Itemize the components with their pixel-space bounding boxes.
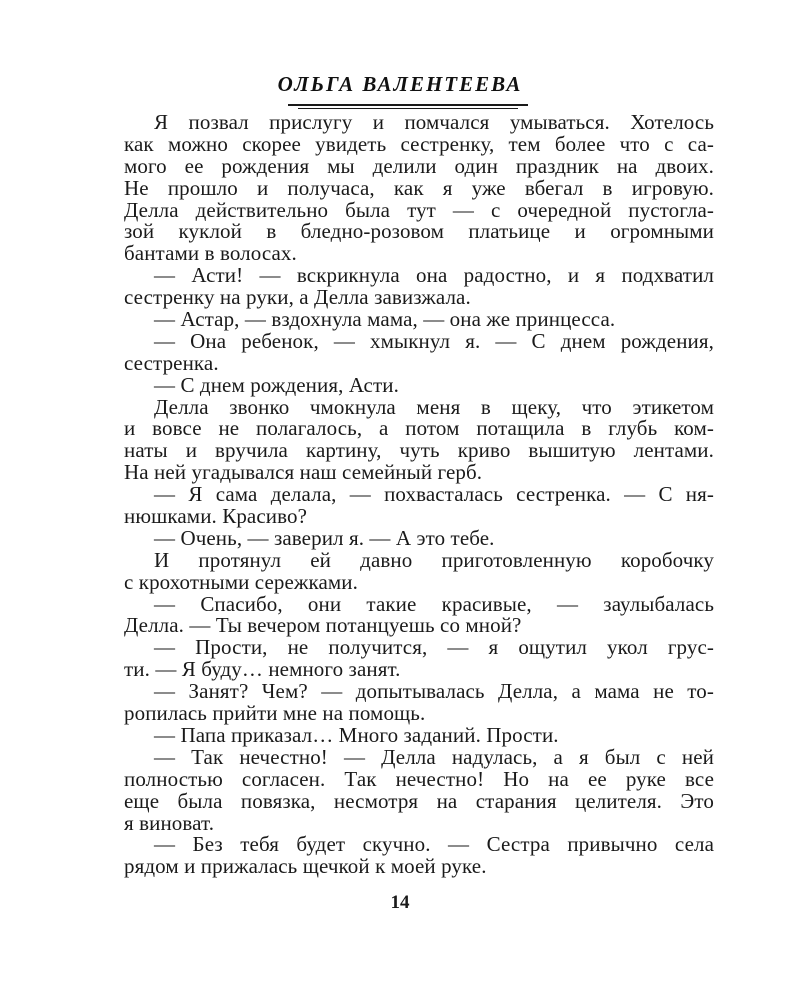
text-line: И протянул ей давно приготовленную коробочку xyxy=(154,547,714,572)
text-line: Делла. — Ты вечером потанцуешь со мной? xyxy=(124,613,522,638)
text-line: Я позвал прислугу и помчался умываться. Хотелось xyxy=(154,110,714,134)
author-name: ОЛЬГА ВАЛЕНТЕЕВА xyxy=(277,72,523,96)
page-number: 14 xyxy=(390,892,410,913)
text-line: — Я сама делала, — похвасталась сестренка. — С ня- xyxy=(154,482,714,507)
text-line: и вовсе не полагалось, а потом потащила в глубь ком- xyxy=(124,416,714,441)
text-line: — Асти! — вскрикнула она радостно, и я подхватил xyxy=(154,263,714,288)
text-line: еще была повязка, несмотря на старания целителя. Это xyxy=(124,788,714,813)
text-line: Делла звонко чмокнула меня в щеку, что этикетом xyxy=(154,394,714,419)
text-line: — Астар, — вздохнула мама, — она же принцесса. xyxy=(154,307,616,332)
text-line: Делла действительно была тут — с очередной пустогла- xyxy=(124,197,714,222)
text-line: рядом и прижалась щечкой к моей руке. xyxy=(124,854,487,879)
text-line: я виноват. xyxy=(124,810,215,835)
text-line: бантами в волосах. xyxy=(124,241,297,266)
text-line: сестренка. xyxy=(124,350,219,375)
text-line: с крохотными сережками. xyxy=(124,569,358,594)
text-line: наты и вручила картину, чуть криво вышитую лентами. xyxy=(124,438,714,463)
text-line: нюшками. Красиво? xyxy=(124,504,308,529)
running-header xyxy=(0,72,800,103)
text-line: зой куклой в бледно-розовом платьице и огромными xyxy=(124,219,714,244)
text-line: — С днем рождения, Асти. xyxy=(154,372,399,397)
text-line: ропилась прийти мне на помощь. xyxy=(124,701,426,726)
text-line: — Прости, не получится, — я ощутил укол грус- xyxy=(154,635,714,660)
text-line: — Очень, — заверил я. — А это тебе. xyxy=(154,525,495,550)
text-line: сестренку на руки, а Делла завизжала. xyxy=(124,285,471,310)
text-line: — Так нечестно! — Делла надулась, а я был с ней xyxy=(154,744,714,769)
text-line: Не прошло и получаса, как я уже вбегал в игровую. xyxy=(124,175,714,200)
text-line: как можно скорее увидеть сестренку, тем более что с са- xyxy=(124,131,714,156)
text-line: мого ее рождения мы делили один праздник на двоих. xyxy=(124,153,714,178)
text-line: — Занят? Чем? — допытывалась Делла, а мама не то- xyxy=(154,679,714,704)
text-line: — Без тебя будет скучно. — Сестра привычно села xyxy=(154,832,714,857)
body-text xyxy=(124,112,714,878)
text-line: На ней угадывался наш семейный герб. xyxy=(124,460,483,485)
text-line: ти. — Я буду… немного занят. xyxy=(124,657,401,682)
text-line: — Она ребенок, — хмыкнул я. — С днем рождения, xyxy=(154,328,714,353)
text-line: — Папа приказал… Много заданий. Прости. xyxy=(154,722,559,747)
text-line: полностью согласен. Так нечестно! Но на ее руке все xyxy=(124,766,714,791)
header-underline xyxy=(288,104,528,106)
text-line: — Спасибо, они такие красивые, — заулыбалась xyxy=(154,591,714,616)
